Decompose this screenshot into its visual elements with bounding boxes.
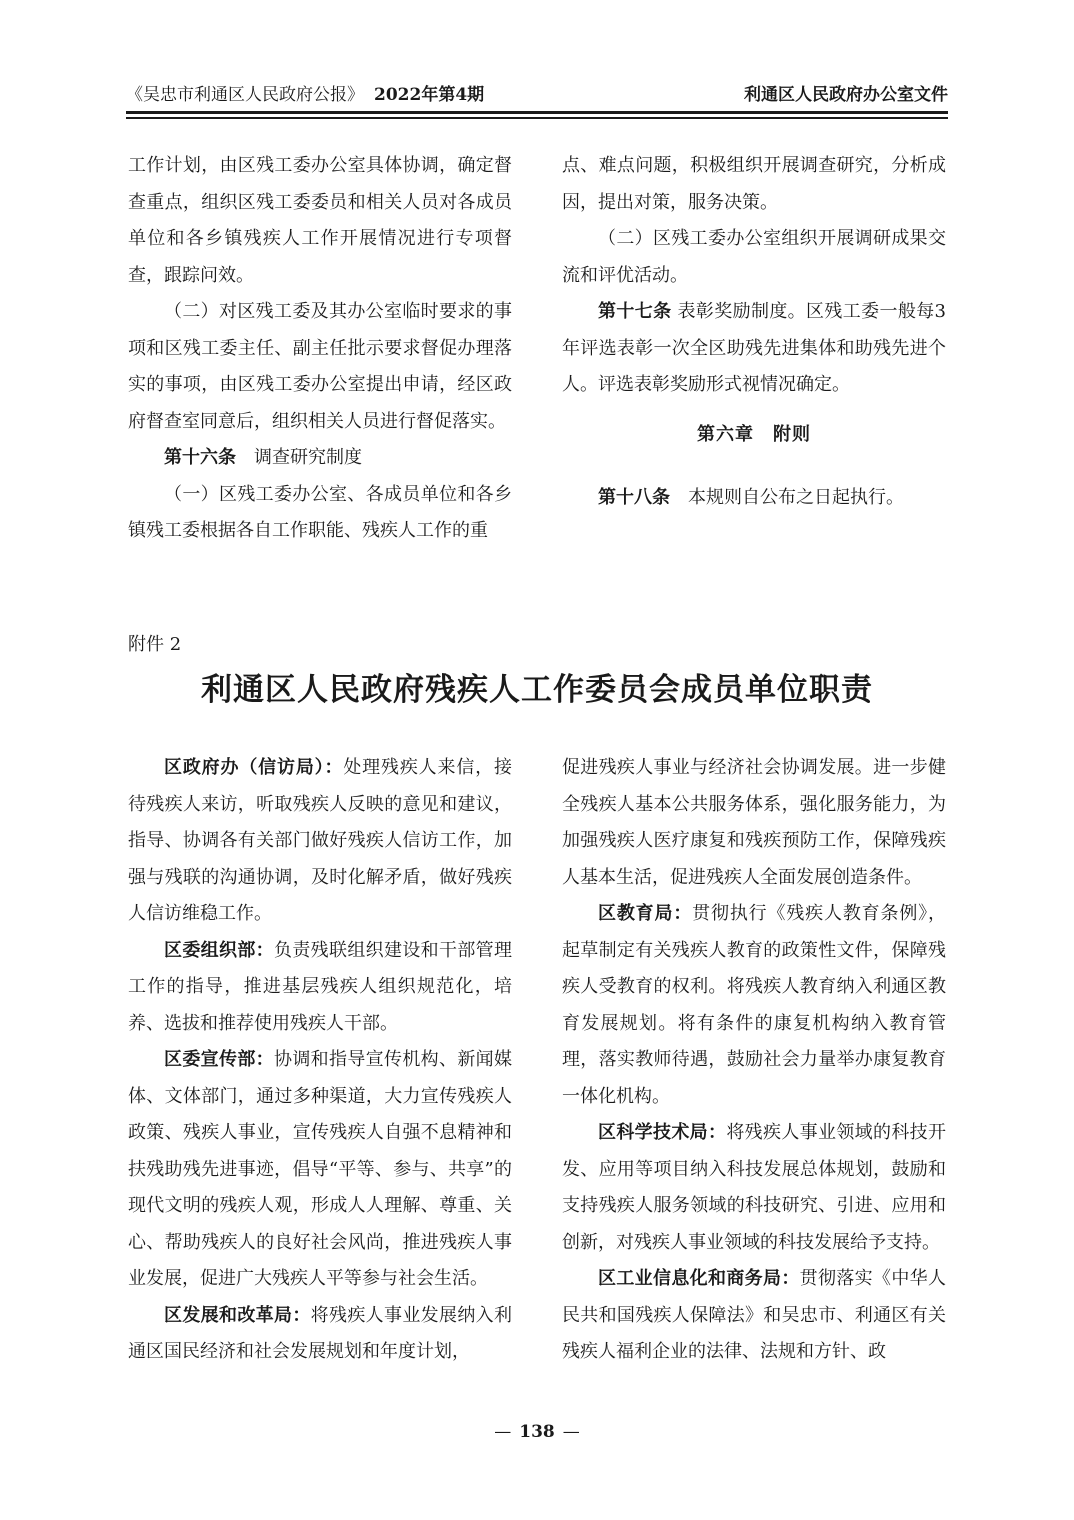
- article-title: 第十七条: [598, 301, 672, 322]
- paragraph: 促进残疾人事业与经济社会协调发展。进一步健全残疾人基本公共服务体系，强化服务能力，为加强残疾人医疗康复和残疾预防工作，保障残疾人基本生活，促进残疾人全面发展创造条件。: [562, 757, 946, 888]
- publication-name: 《吴忠市利通区人民政府公报》: [126, 85, 364, 105]
- department-name: 区委组织部：: [164, 939, 274, 961]
- paragraph: 点、难点问题，积极组织开展调查研究，分析成因，提出对策，服务决策。: [562, 155, 946, 213]
- department-name: 区政府办（信访局）：: [164, 757, 344, 778]
- duty-item: [562, 1115, 946, 1261]
- article-title: 第十六条: [164, 447, 236, 468]
- duty-text: 协调和指导宣传机构、新闻媒体、文体部门，通过多种渠道，大力宣传残疾人政策、残疾人事业，宣传残疾人自强不息精神和扶残助残先进事迹，倡导“平等、参与、共享”的现代文明的残疾人观，形成人人理解、尊重、关心、帮助残疾人的良好社会风尚，推进残疾人事业发展，促进广大残疾人平等参与社会生活。: [128, 1049, 512, 1289]
- bottom-right-column: [562, 750, 946, 1371]
- department-name: 区工业信息化和商务局：: [598, 1268, 800, 1289]
- duty-item: [128, 750, 512, 933]
- chapter-heading: 第六章 附则: [697, 424, 811, 445]
- top-left-column: [128, 148, 512, 550]
- article-16-heading: [128, 440, 512, 477]
- department-name: 区发展和改革局：: [164, 1304, 311, 1326]
- duty-item: [562, 1261, 946, 1371]
- article-text: 本规则自公布之日起执行。: [688, 487, 904, 508]
- issue-number: 2022年第4期: [374, 85, 485, 105]
- paragraph: 工作计划，由区残工委办公室具体协调，确定督查重点，组织区残工委委员和相关人员对各成员单位和各乡镇残疾人工作开展情况进行专项督查，跟踪问效。: [128, 155, 512, 286]
- duty-text: 贯彻执行《残疾人教育条例》，起草制定有关残疾人教育的政策性文件，保障残疾人受教育的权利。将残疾人教育纳入利通区教育发展规划。将有条件的康复机构纳入教育管理，落实教师待遇，鼓励社会力量举办康复教育一体化机构。: [562, 903, 947, 1107]
- article-18: [562, 480, 946, 516]
- paragraph: （二）区残工委办公室组织开展调研成果交流和评优活动。: [562, 228, 946, 286]
- top-right-column: [562, 148, 946, 404]
- duty-item: [128, 933, 512, 1043]
- department-name: 区教育局：: [598, 903, 693, 924]
- page-footer: [0, 1422, 1074, 1442]
- duty-item: [128, 1298, 512, 1371]
- attachment-title: 利通区人民政府残疾人工作委员会成员单位职责: [201, 672, 873, 708]
- header-section: 利通区人民政府办公室文件: [744, 85, 948, 105]
- paragraph: （一）区残工委办公室、各成员单位和各乡镇残工委根据各自工作职能、残疾人工作的重: [128, 483, 512, 541]
- article-title: 第十八条: [598, 487, 670, 508]
- duty-text: 将残疾人事业发展纳入利通区国民经济和社会发展规划和年度计划，: [128, 1304, 513, 1362]
- article-text: 调查研究制度: [254, 447, 362, 468]
- dash-right: —: [562, 1422, 580, 1442]
- article-17: [562, 294, 946, 404]
- duty-text: 贯彻落实《中华人民共和国残疾人保障法》和吴忠市、利通区有关残疾人福利企业的法律、法规和方针、政: [562, 1268, 947, 1362]
- duty-item: [562, 896, 946, 1115]
- running-header: [126, 76, 948, 106]
- bottom-left-column: [128, 750, 512, 1371]
- paragraph: （二）对区残工委及其办公室临时要求的事项和区残工委主任、副主任批示要求督促办理落实的事项，由区残工委办公室提出申请，经区政府督查室同意后，组织相关人员进行督促落实。: [128, 301, 512, 432]
- duty-text: 负责残联组织建设和干部管理工作的指导，推进基层残疾人组织规范化，培养、选拔和推荐使用残疾人干部。: [128, 939, 512, 1034]
- attachment-label: 附件 2: [128, 634, 182, 655]
- duty-item: [128, 1042, 512, 1298]
- duty-text: 处理残疾人来信，接待残疾人来访，听取残疾人反映的意见和建议，指导、协调各有关部门做好残疾人信访工作，加强与残联的沟通协调，及时化解矛盾，做好残疾人信访维稳工作。: [128, 757, 513, 924]
- article-text: 表彰奖励制度。区残工委一般每3年评选表彰一次全区助残先进集体和助残先进个人。评选表彰奖励形式视情况确定。: [562, 301, 947, 395]
- header-publication: [126, 80, 484, 105]
- department-name: 区科学技术局：: [598, 1122, 727, 1143]
- header-rule-thin: [126, 117, 948, 119]
- duty-text: 将残疾人事业领域的科技开发、应用等项目纳入科技发展总体规划，鼓励和支持残疾人服务领域的科技研究、引进、应用和创新，对残疾人事业领域的科技发展给予支持。: [562, 1122, 947, 1253]
- page-number: 138: [519, 1422, 555, 1442]
- dash-left: —: [494, 1422, 512, 1442]
- department-name: 区委宣传部：: [164, 1049, 274, 1070]
- header-rule-thick: [126, 111, 948, 114]
